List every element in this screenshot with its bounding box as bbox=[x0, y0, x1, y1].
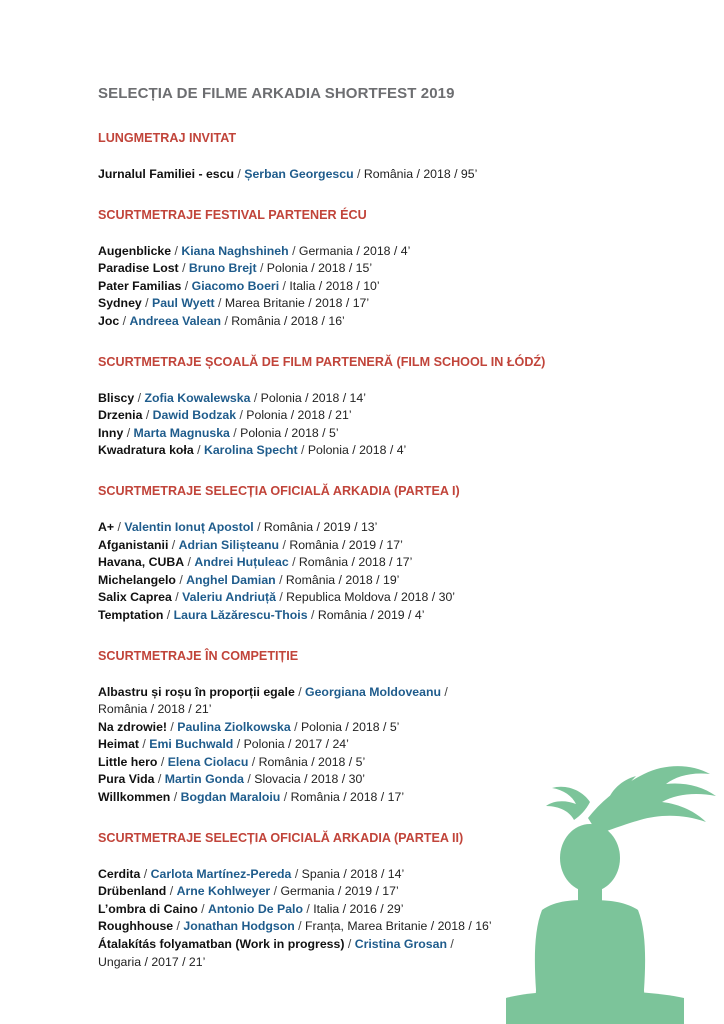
film-country-year-duration: Marea Britanie / 2018 / 17’ bbox=[224, 296, 370, 311]
separator: / bbox=[279, 278, 290, 293]
separator: / bbox=[167, 719, 178, 734]
film-country-year-duration: Polonia / 2018 / 15’ bbox=[266, 261, 373, 276]
film-director: Emi Buchwald bbox=[149, 737, 234, 752]
film-title: Heimat bbox=[98, 737, 140, 752]
section-heading: LUNGMETRAJ INVITAT bbox=[98, 131, 237, 145]
film-director: Șerban Georgescu bbox=[244, 167, 354, 181]
film-title: Michelangelo bbox=[98, 572, 176, 587]
film-director: Paulina Ziolkowska bbox=[177, 719, 291, 734]
separator: / bbox=[302, 901, 314, 916]
section-heading: SCURTMETRAJE ȘCOALĂ DE FILM PARTENERĂ (FILM SCHOOL IN ŁÓDŹ) bbox=[98, 354, 546, 369]
separator: / bbox=[142, 408, 153, 423]
separator: / bbox=[353, 167, 364, 181]
film-director: Andrei Huțuleac bbox=[194, 555, 289, 570]
film-entry bbox=[98, 936, 498, 971]
separator: / bbox=[250, 390, 261, 405]
film-title: L’ombra di Caino bbox=[98, 901, 198, 916]
separator: / bbox=[141, 296, 152, 311]
film-country-year-duration: România / 2019 / 4’ bbox=[317, 607, 425, 622]
separator: / bbox=[275, 590, 287, 605]
separator: / bbox=[139, 737, 150, 752]
film-title: Augenblicke bbox=[98, 243, 172, 258]
film-country-year-duration: Polonia / 2018 / 14’ bbox=[260, 390, 366, 405]
separator: / bbox=[114, 519, 125, 534]
separator: / bbox=[233, 737, 244, 752]
film-title: Drübenland bbox=[98, 884, 167, 899]
film-country-year-duration: Spania / 2018 / 14’ bbox=[301, 866, 405, 881]
film-country-year-duration: Polonia / 2018 / 5’ bbox=[240, 425, 339, 440]
film-title: Bliscy bbox=[98, 390, 135, 405]
film-country-year-duration: Polonia / 2018 / 5’ bbox=[300, 719, 400, 734]
separator: / bbox=[184, 555, 195, 570]
film-title: Temptation bbox=[98, 607, 164, 622]
separator: / bbox=[275, 572, 286, 587]
film-country-year-duration: România / 2018 / 16’ bbox=[231, 313, 345, 328]
separator: / bbox=[441, 684, 448, 699]
separator: / bbox=[140, 866, 151, 881]
separator: / bbox=[294, 919, 305, 934]
film-country-year-duration: România / 2018 / 17’ bbox=[298, 555, 413, 570]
film-country-year-duration: România / 2018 / 17’ bbox=[290, 790, 405, 805]
film-title: Inny bbox=[98, 425, 124, 440]
separator: / bbox=[154, 772, 165, 787]
film-country-year-duration: Italia / 2018 / 10’ bbox=[289, 278, 380, 293]
film-director: Anghel Damian bbox=[186, 572, 276, 587]
mascot-silhouette-icon bbox=[470, 760, 724, 1024]
film-title: Cerdita bbox=[98, 866, 141, 881]
film-country-year-duration: Polonia / 2018 / 4’ bbox=[307, 443, 407, 458]
film-title: Pater Familias bbox=[98, 278, 182, 293]
film-entry bbox=[98, 407, 658, 425]
separator: / bbox=[168, 537, 179, 552]
film-entry bbox=[98, 607, 658, 625]
separator: / bbox=[119, 313, 130, 328]
film-director: Antonio De Palo bbox=[208, 901, 303, 916]
section-heading: SCURTMETRAJE SELECȚIA OFICIALĂ ARKADIA (PARTEA II) bbox=[98, 830, 464, 845]
mascot-base bbox=[506, 991, 684, 1024]
separator: / bbox=[294, 684, 306, 699]
separator: / bbox=[134, 390, 145, 405]
film-entry bbox=[98, 589, 658, 607]
film-country-year-duration: Ungaria / 2017 / 21’ bbox=[98, 954, 206, 969]
film-entry bbox=[98, 519, 658, 537]
film-title: Havana, CUBA bbox=[98, 555, 185, 570]
film-country-year-duration: România / 2018 / 21’ bbox=[98, 702, 212, 717]
film-title: Jurnalul Familiei - escu bbox=[98, 167, 234, 181]
separator: / bbox=[279, 537, 290, 552]
separator: / bbox=[344, 937, 355, 952]
mascot-hair-shape bbox=[546, 787, 590, 820]
film-entry bbox=[98, 166, 658, 184]
mascot-head bbox=[560, 824, 620, 892]
film-director: Dawid Bodzak bbox=[152, 408, 237, 423]
film-country-year-duration: Republica Moldova / 2018 / 30’ bbox=[286, 590, 456, 605]
film-title: Roughhouse bbox=[98, 919, 174, 934]
separator: / bbox=[170, 790, 181, 805]
film-country-year-duration: România / 2019 / 17’ bbox=[289, 537, 403, 552]
film-entry bbox=[98, 537, 658, 555]
separator: / bbox=[175, 572, 187, 587]
film-entry bbox=[98, 278, 658, 296]
separator: / bbox=[171, 590, 183, 605]
film-country-year-duration: Germania / 2019 / 17’ bbox=[280, 884, 399, 899]
film-title: Pura Vida bbox=[98, 772, 155, 787]
separator: / bbox=[291, 866, 302, 881]
film-country-year-duration: România / 2018 / 19’ bbox=[285, 572, 400, 587]
film-director: Kiana Naghshineh bbox=[181, 243, 289, 258]
separator: / bbox=[307, 607, 318, 622]
film-section bbox=[98, 354, 658, 460]
separator: / bbox=[166, 884, 177, 899]
film-title: Na zdrowie! bbox=[98, 719, 168, 734]
separator: / bbox=[234, 167, 245, 181]
film-section bbox=[98, 130, 658, 184]
film-title: Joc bbox=[98, 313, 120, 328]
section-heading: SCURTMETRAJE SELECȚIA OFICIALĂ ARKADIA (PARTEA I) bbox=[98, 483, 460, 498]
film-title: Drzenia bbox=[98, 408, 143, 423]
separator: / bbox=[256, 261, 267, 276]
separator: / bbox=[253, 519, 264, 534]
film-entry bbox=[98, 313, 658, 331]
film-director: Carlota Martínez-Pereda bbox=[150, 866, 292, 881]
separator: / bbox=[229, 425, 241, 440]
film-entry bbox=[98, 425, 658, 443]
film-title: Paradise Lost bbox=[98, 261, 179, 276]
film-director: Marta Magnuska bbox=[133, 425, 230, 440]
film-director: Valeriu Andriuță bbox=[182, 590, 276, 605]
section-heading: SCURTMETRAJE ÎN COMPETIȚIE bbox=[98, 648, 299, 663]
film-section bbox=[98, 207, 658, 331]
film-country-year-duration: România / 2018 / 5’ bbox=[258, 754, 366, 769]
film-title: Albastru și roșu în proporții egale bbox=[98, 684, 295, 699]
separator: / bbox=[244, 772, 255, 787]
separator: / bbox=[290, 719, 301, 734]
film-title: Afganistanii bbox=[98, 537, 169, 552]
separator: / bbox=[163, 607, 174, 622]
film-director: Zofia Kowalewska bbox=[144, 390, 251, 405]
film-entry bbox=[98, 243, 658, 261]
section-heading: SCURTMETRAJE FESTIVAL PARTENER ÉCU bbox=[98, 207, 367, 222]
film-director: Elena Ciolacu bbox=[167, 754, 249, 769]
film-title: Salix Caprea bbox=[98, 590, 172, 605]
film-country-year-duration: Germania / 2018 / 4’ bbox=[298, 243, 411, 258]
film-entry bbox=[98, 295, 658, 313]
film-entry bbox=[98, 554, 658, 572]
separator: / bbox=[280, 790, 291, 805]
film-director: Valentin Ionuț Apostol bbox=[124, 519, 254, 534]
film-entry bbox=[98, 260, 658, 278]
film-title: Little hero bbox=[98, 754, 158, 769]
film-director: Bruno Brejt bbox=[188, 261, 257, 276]
film-director: Cristina Grosan bbox=[354, 937, 447, 952]
film-country-year-duration: România / 2018 / 95’ bbox=[363, 167, 478, 181]
film-country-year-duration: Italia / 2016 / 29’ bbox=[313, 901, 404, 916]
separator: / bbox=[157, 754, 168, 769]
separator: / bbox=[270, 884, 281, 899]
film-entry bbox=[98, 719, 658, 737]
film-director: Arne Kohlweyer bbox=[176, 884, 271, 899]
separator: / bbox=[446, 937, 454, 952]
separator: / bbox=[123, 425, 134, 440]
film-director: Karolina Specht bbox=[203, 443, 298, 458]
separator: / bbox=[193, 443, 204, 458]
film-title: A+ bbox=[98, 519, 115, 534]
separator: / bbox=[288, 243, 299, 258]
separator: / bbox=[288, 555, 299, 570]
film-title: Sydney bbox=[98, 296, 142, 311]
separator: / bbox=[178, 261, 189, 276]
separator: / bbox=[173, 919, 184, 934]
film-entry bbox=[98, 684, 498, 719]
film-title: Átalakítás folyamatban (Work in progress) bbox=[98, 937, 345, 952]
film-country-year-duration: Polonia / 2018 / 21’ bbox=[246, 408, 352, 423]
film-director: Giacomo Boeri bbox=[191, 278, 280, 293]
film-director: Jonathan Hodgson bbox=[183, 919, 295, 934]
film-country-year-duration: Slovacia / 2018 / 30’ bbox=[254, 772, 366, 787]
page-title: SELECȚIA DE FILME ARKADIA SHORTFEST 2019 bbox=[98, 85, 455, 102]
film-title: Willkommen bbox=[98, 790, 171, 805]
film-director: Georgiana Moldoveanu bbox=[305, 684, 441, 699]
film-country-year-duration: Franța, Marea Britanie / 2018 / 16’ bbox=[305, 919, 492, 934]
film-director: Laura Lăzărescu-Thois bbox=[173, 607, 308, 622]
mascot-hair-flame bbox=[588, 766, 716, 834]
separator: / bbox=[197, 901, 208, 916]
film-country-year-duration: Polonia / 2017 / 24’ bbox=[243, 737, 349, 752]
film-title: Kwadratura koła bbox=[98, 443, 194, 458]
separator: / bbox=[171, 243, 182, 258]
film-director: Paul Wyett bbox=[152, 296, 215, 311]
film-country-year-duration: România / 2019 / 13’ bbox=[263, 519, 378, 534]
film-entry bbox=[98, 736, 658, 754]
separator: / bbox=[297, 443, 308, 458]
film-entry bbox=[98, 442, 658, 460]
film-director: Martin Gonda bbox=[164, 772, 245, 787]
separator: / bbox=[221, 313, 232, 328]
film-director: Andreea Valean bbox=[129, 313, 222, 328]
film-director: Bogdan Maraloiu bbox=[180, 790, 281, 805]
separator: / bbox=[181, 278, 192, 293]
separator: / bbox=[214, 296, 225, 311]
film-director: Adrian Silișteanu bbox=[178, 537, 280, 552]
film-entry bbox=[98, 572, 658, 590]
separator: / bbox=[236, 408, 247, 423]
film-entry bbox=[98, 390, 658, 408]
separator: / bbox=[248, 754, 259, 769]
film-section bbox=[98, 483, 658, 625]
